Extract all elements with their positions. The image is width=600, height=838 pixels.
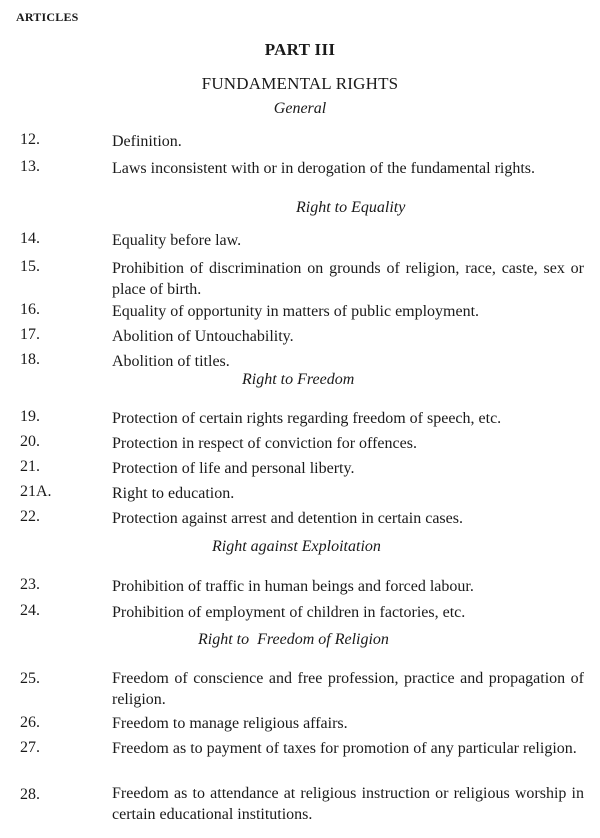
article-title: Freedom to manage religious affairs. (112, 715, 348, 732)
article-number: 26. (20, 714, 40, 731)
part-subtitle: FUNDAMENTAL RIGHTS (201, 74, 399, 93)
article-title: Prohibition of employment of children in factories, etc. (112, 604, 466, 621)
article-number: 21A. (20, 483, 52, 500)
article-title: Protection against arrest and detention in certain cases. (112, 510, 463, 527)
article-number: 14. (20, 230, 40, 247)
part-title: PART III (264, 40, 336, 59)
article-number: 18. (20, 351, 40, 368)
article-title: Equality of opportunity in matters of public employment. (112, 303, 480, 320)
section-heading-religion: Right to Freedom of Religion (198, 631, 389, 648)
article-number: 17. (20, 326, 40, 343)
article-number: 20. (20, 433, 40, 450)
article-title: Abolition of Untouchability. (112, 328, 294, 345)
article-number: 27. (20, 739, 40, 756)
article-number: 16. (20, 301, 40, 318)
section-heading-freedom: Right to Freedom (242, 371, 355, 388)
article-title: Right to education. (112, 485, 235, 502)
article-title: Prohibition of discrimination on grounds of religion, race, caste, sex or place of birth. (112, 260, 584, 298)
section-heading-general: General (273, 100, 327, 117)
article-title: Prohibition of traffic in human beings and forced labour. (112, 578, 474, 595)
article-number: 15. (20, 258, 40, 275)
article-number: 23. (20, 576, 40, 593)
article-title: Definition. (112, 133, 182, 150)
article-title: Protection of certain rights regarding freedom of speech, etc. (112, 410, 502, 427)
article-number: 21. (20, 458, 40, 475)
article-title: Abolition of titles. (112, 353, 230, 370)
article-title: Freedom of conscience and free profession, practice and propagation of religion. (112, 670, 584, 708)
section-heading-equality: Right to Equality (296, 199, 406, 216)
article-title: Laws inconsistent with or in derogation of the fundamental rights. (112, 160, 536, 177)
article-title: Freedom as to attendance at religious instruction or religious worship in certain educational institutions. (112, 785, 584, 823)
article-number: 25. (20, 670, 40, 687)
article-number: 12. (20, 131, 40, 148)
articles-label: ARTICLES (16, 10, 79, 24)
section-heading-exploitation: Right against Exploitation (212, 538, 381, 555)
article-number: 28. (20, 786, 40, 803)
article-title: Protection in respect of conviction for offences. (112, 435, 417, 452)
article-number: 22. (20, 508, 40, 525)
article-title: Equality before law. (112, 232, 242, 249)
article-number: 19. (20, 408, 40, 425)
article-title: Protection of life and personal liberty. (112, 460, 355, 477)
article-title: Freedom as to payment of taxes for promotion of any particular religion. (112, 740, 577, 757)
article-number: 13. (20, 158, 40, 175)
article-number: 24. (20, 602, 40, 619)
